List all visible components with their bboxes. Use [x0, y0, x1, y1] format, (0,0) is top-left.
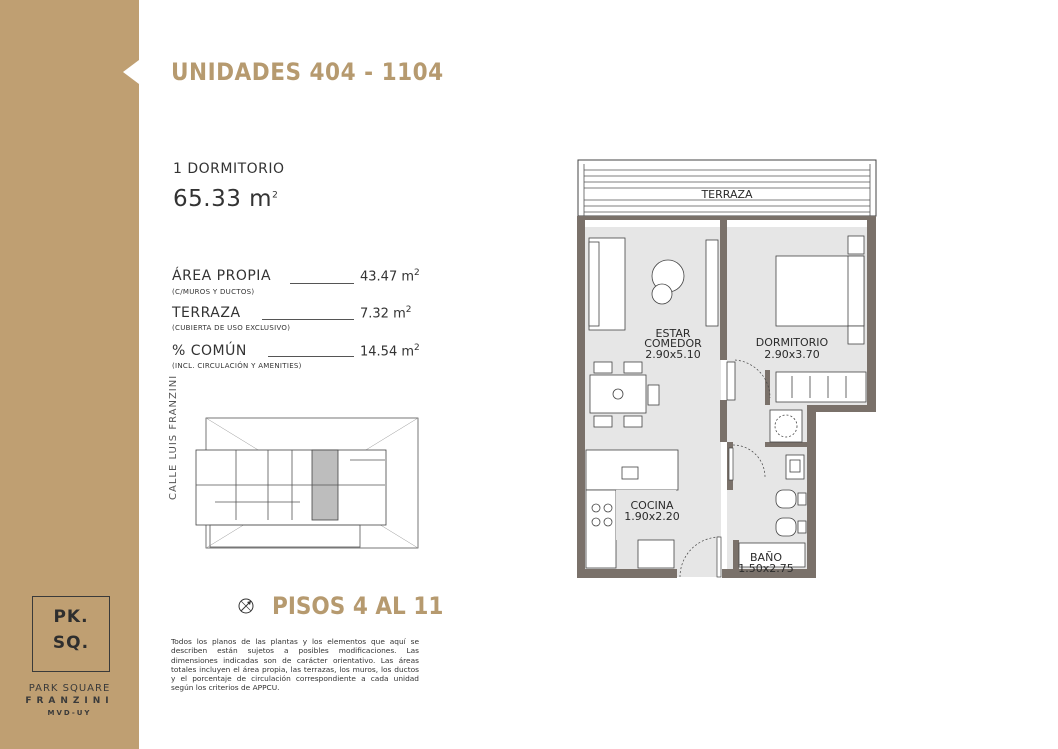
wall-left: [577, 216, 585, 577]
room-label-dormitorio: DORMITORIO: [755, 336, 829, 349]
street-label: CALLE LUIS FRANZINI: [168, 374, 179, 500]
unit-type: 1 DORMITORIO: [173, 161, 285, 177]
total-area-exponent: 2: [272, 190, 279, 201]
page-title: UNIDADES 404 - 1104: [171, 58, 444, 86]
entry-door: [717, 537, 721, 577]
burner: [604, 504, 612, 512]
island-sink: [622, 467, 638, 479]
nightstand: [848, 236, 864, 254]
wall-bath-top: [765, 442, 807, 447]
area-value-text: 7.32 m: [360, 306, 406, 322]
wall-right-upper: [867, 216, 876, 412]
area-value-text: 43.47 m: [360, 269, 415, 285]
brand-sub: FRANZINI: [25, 696, 114, 706]
wall-bottom-left: [577, 569, 677, 578]
room-dim-dormitorio: 2.90x3.70: [764, 348, 820, 361]
burner: [592, 518, 600, 526]
room-label-terraza: TERRAZA: [701, 188, 753, 201]
wall-closet: [765, 370, 770, 405]
area-value-text: 14.54 m: [360, 344, 415, 360]
area-exponent: 2: [405, 305, 412, 315]
door-leaf: [727, 362, 735, 400]
key-plan: [196, 418, 418, 548]
fridge: [638, 540, 674, 568]
bidet-tank: [798, 521, 806, 533]
key-plan-building: [196, 450, 386, 525]
bidet: [776, 518, 796, 536]
compass-icon: [238, 598, 254, 614]
wall-middle-lower: [720, 400, 727, 442]
kitchen-counter: [586, 490, 616, 568]
wall-middle: [720, 220, 727, 360]
room-dim-cocina: 1.90x2.20: [624, 510, 680, 523]
burner: [592, 504, 600, 512]
sofa-back: [589, 242, 599, 326]
area-row-note: (CUBIERTA DE USO EXCLUSIVO): [172, 324, 291, 332]
room-label-estar: ESTAR: [655, 327, 691, 340]
table-lamp: [613, 389, 623, 399]
area-row-note: (C/MUROS Y DUCTOS): [172, 288, 255, 296]
floors-label: PISOS 4 AL 11: [272, 592, 444, 620]
brand-location: MVD-UY: [47, 709, 92, 717]
wardrobe: [776, 372, 866, 402]
wall-top: [577, 216, 876, 220]
tv-unit: [706, 240, 718, 326]
area-exponent: 2: [414, 268, 420, 278]
chair: [594, 416, 612, 427]
washer-drum: [775, 415, 797, 437]
area-row-label: ÁREA PROPIA: [172, 268, 272, 284]
wall-step: [807, 405, 876, 412]
bath-door: [729, 448, 733, 480]
room-dim-estar: 2.90x5.10: [645, 348, 701, 361]
burner: [604, 518, 612, 526]
area-row-note: (INCL. CIRCULACIÓN Y AMENITIES): [172, 362, 302, 370]
room-label-cocina: COCINA: [630, 499, 674, 512]
room-label-comedor: COMEDOR: [644, 337, 702, 350]
pillows: [848, 256, 864, 326]
chair: [648, 385, 659, 405]
area-row-label: TERRAZA: [172, 305, 241, 321]
wall-right-lower: [807, 405, 816, 578]
bedroom-furniture: [776, 236, 866, 402]
side-table: [652, 284, 672, 304]
vanity-sink: [790, 460, 800, 472]
chair: [624, 362, 642, 373]
chair: [624, 416, 642, 427]
logo-line-1: PK.: [53, 607, 89, 627]
key-plan-core: [210, 525, 360, 547]
area-exponent: 2: [414, 343, 420, 353]
room-dim-bano: 1.50x2.75: [738, 562, 794, 575]
room-label-bano: BAÑO: [750, 551, 782, 564]
area-row-label: % COMÚN: [172, 343, 247, 359]
brand-name: PARK SQUARE: [28, 683, 111, 694]
chair: [594, 362, 612, 373]
logo-line-2: SQ.: [52, 633, 90, 653]
toilet-tank: [798, 493, 806, 505]
floor-plan: [577, 160, 876, 578]
toilet: [776, 490, 796, 508]
total-area-value: 65.33 m: [173, 186, 273, 212]
disclaimer-text: Todos los planos de las plantas y los elementos que aquí se describen están sujetos a posibles modificaciones. Las dimensiones indicadas son de carácter orientativo. Las áreas totales incluyen el área propia, las terrazas, los muros, los ductos y el porcentaje de circulación correspondiente a cada unidad según los criterios de APPCU.: [171, 637, 419, 693]
nightstand: [848, 326, 864, 344]
